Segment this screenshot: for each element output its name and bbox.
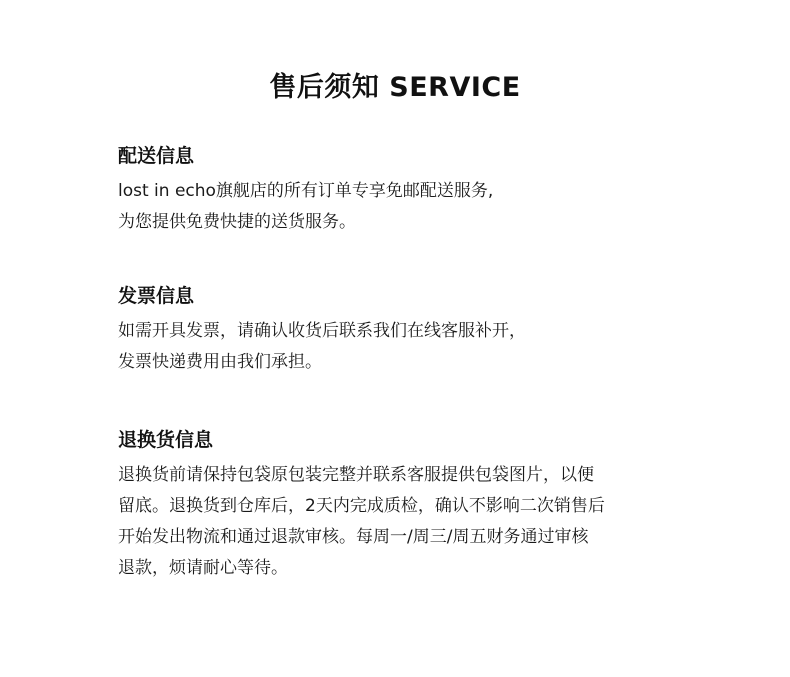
return-info-line: 留底。退换货到仓库后，2天内完成质检，确认不影响二次销售后 <box>118 496 605 516</box>
return-info-line: 退换货前请保持包袋原包装完整并联系客服提供包袋图片，以便 <box>118 465 594 485</box>
invoice-info-line: 发票快递费用由我们承担。 <box>118 352 322 372</box>
invoice-info-line: 如需开具发票，请确认收货后联系我们在线客服补开， <box>118 321 526 341</box>
invoice-info-heading: 发票信息 <box>118 285 195 307</box>
page-title: 售后须知 SERVICE <box>269 72 521 103</box>
return-info-line: 开始发出物流和通过退款审核。每周一/周三/周五财务通过审核 <box>118 527 589 547</box>
delivery-info-line: lost in echo旗舰店的所有订单专享免邮配送服务, <box>118 181 494 201</box>
return-info-line: 退款，烦请耐心等待。 <box>118 558 288 578</box>
delivery-info-heading: 配送信息 <box>118 145 195 167</box>
invoice-info-section <box>118 282 718 378</box>
return-info-section <box>118 426 718 584</box>
delivery-info-line: 为您提供免费快捷的送货服务。 <box>118 212 356 232</box>
delivery-info-section <box>118 142 718 238</box>
return-info-heading: 退换货信息 <box>118 429 214 451</box>
